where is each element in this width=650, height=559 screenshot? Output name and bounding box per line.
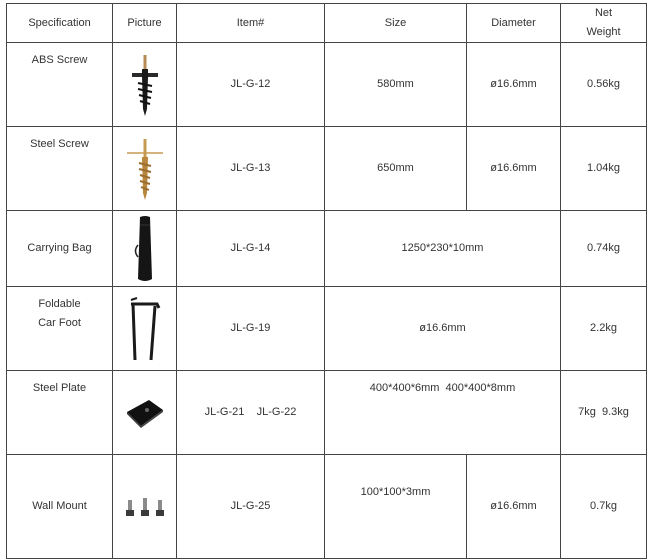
weight-cell: 0.74kg <box>561 211 647 287</box>
table-row <box>7 127 647 211</box>
size-cell: 400*400*6mm 400*400*8mm <box>325 371 561 455</box>
spec-cell: Steel Plate <box>7 371 113 455</box>
picture-cell <box>113 211 177 287</box>
header-net-weight <box>561 4 647 43</box>
weight-cell: 7kg 9.3kg <box>561 371 647 455</box>
abs-screw-icon <box>130 53 160 117</box>
carrying-bag-icon <box>133 215 157 283</box>
diameter-cell: ø16.6mm <box>467 127 561 211</box>
diameter-cell: ø16.6mm <box>467 455 561 559</box>
size-cell: 100*100*3mm <box>325 455 467 559</box>
weight-cell: 2.2kg <box>561 287 647 371</box>
spec-line2: Car Foot <box>38 317 81 329</box>
steel-plate-icon <box>125 396 165 430</box>
picture-cell <box>113 455 177 559</box>
table-row <box>7 211 647 287</box>
table-row <box>7 43 647 127</box>
header-picture: Picture <box>113 4 177 43</box>
header-net-weight-line2: Weight <box>586 26 621 38</box>
spec-cell: Wall Mount <box>7 455 113 559</box>
diameter-cell: ø16.6mm <box>467 43 561 127</box>
weight-cell: 0.56kg <box>561 43 647 127</box>
size-cell: 1250*230*10mm <box>325 211 561 287</box>
weight-cell: 1.04kg <box>561 127 647 211</box>
wall-mount-icon <box>125 496 165 518</box>
picture-cell <box>113 371 177 455</box>
header-net-weight-line1: Net <box>594 7 613 19</box>
picture-cell <box>113 127 177 211</box>
car-foot-icon <box>127 296 163 362</box>
table-row <box>7 287 647 371</box>
picture-cell <box>113 43 177 127</box>
spec-cell <box>7 287 113 371</box>
item-cell: JL-G-19 <box>177 287 325 371</box>
weight-cell: 0.7kg <box>561 455 647 559</box>
spec-cell: Steel Screw <box>7 127 113 211</box>
size-cell: 650mm <box>325 127 467 211</box>
picture-cell <box>113 287 177 371</box>
spec-cell: Carrying Bag <box>7 211 113 287</box>
spec-cell: ABS Screw <box>7 43 113 127</box>
header-size: Size <box>325 4 467 43</box>
spec-line1: Foldable <box>38 298 81 310</box>
table-row <box>7 371 647 455</box>
item-cell: JL-G-25 <box>177 455 325 559</box>
spec-table <box>6 3 647 559</box>
item-cell: JL-G-14 <box>177 211 325 287</box>
item-cell: JL-G-21 JL-G-22 <box>177 371 325 455</box>
steel-screw-icon <box>125 137 165 201</box>
item-cell: JL-G-13 <box>177 127 325 211</box>
size-cell: ø16.6mm <box>325 287 561 371</box>
header-diameter: Diameter <box>467 4 561 43</box>
header-row <box>7 4 647 43</box>
header-item: Item# <box>177 4 325 43</box>
item-cell: JL-G-12 <box>177 43 325 127</box>
header-specification: Specification <box>7 4 113 43</box>
table-row <box>7 455 647 559</box>
size-cell: 580mm <box>325 43 467 127</box>
